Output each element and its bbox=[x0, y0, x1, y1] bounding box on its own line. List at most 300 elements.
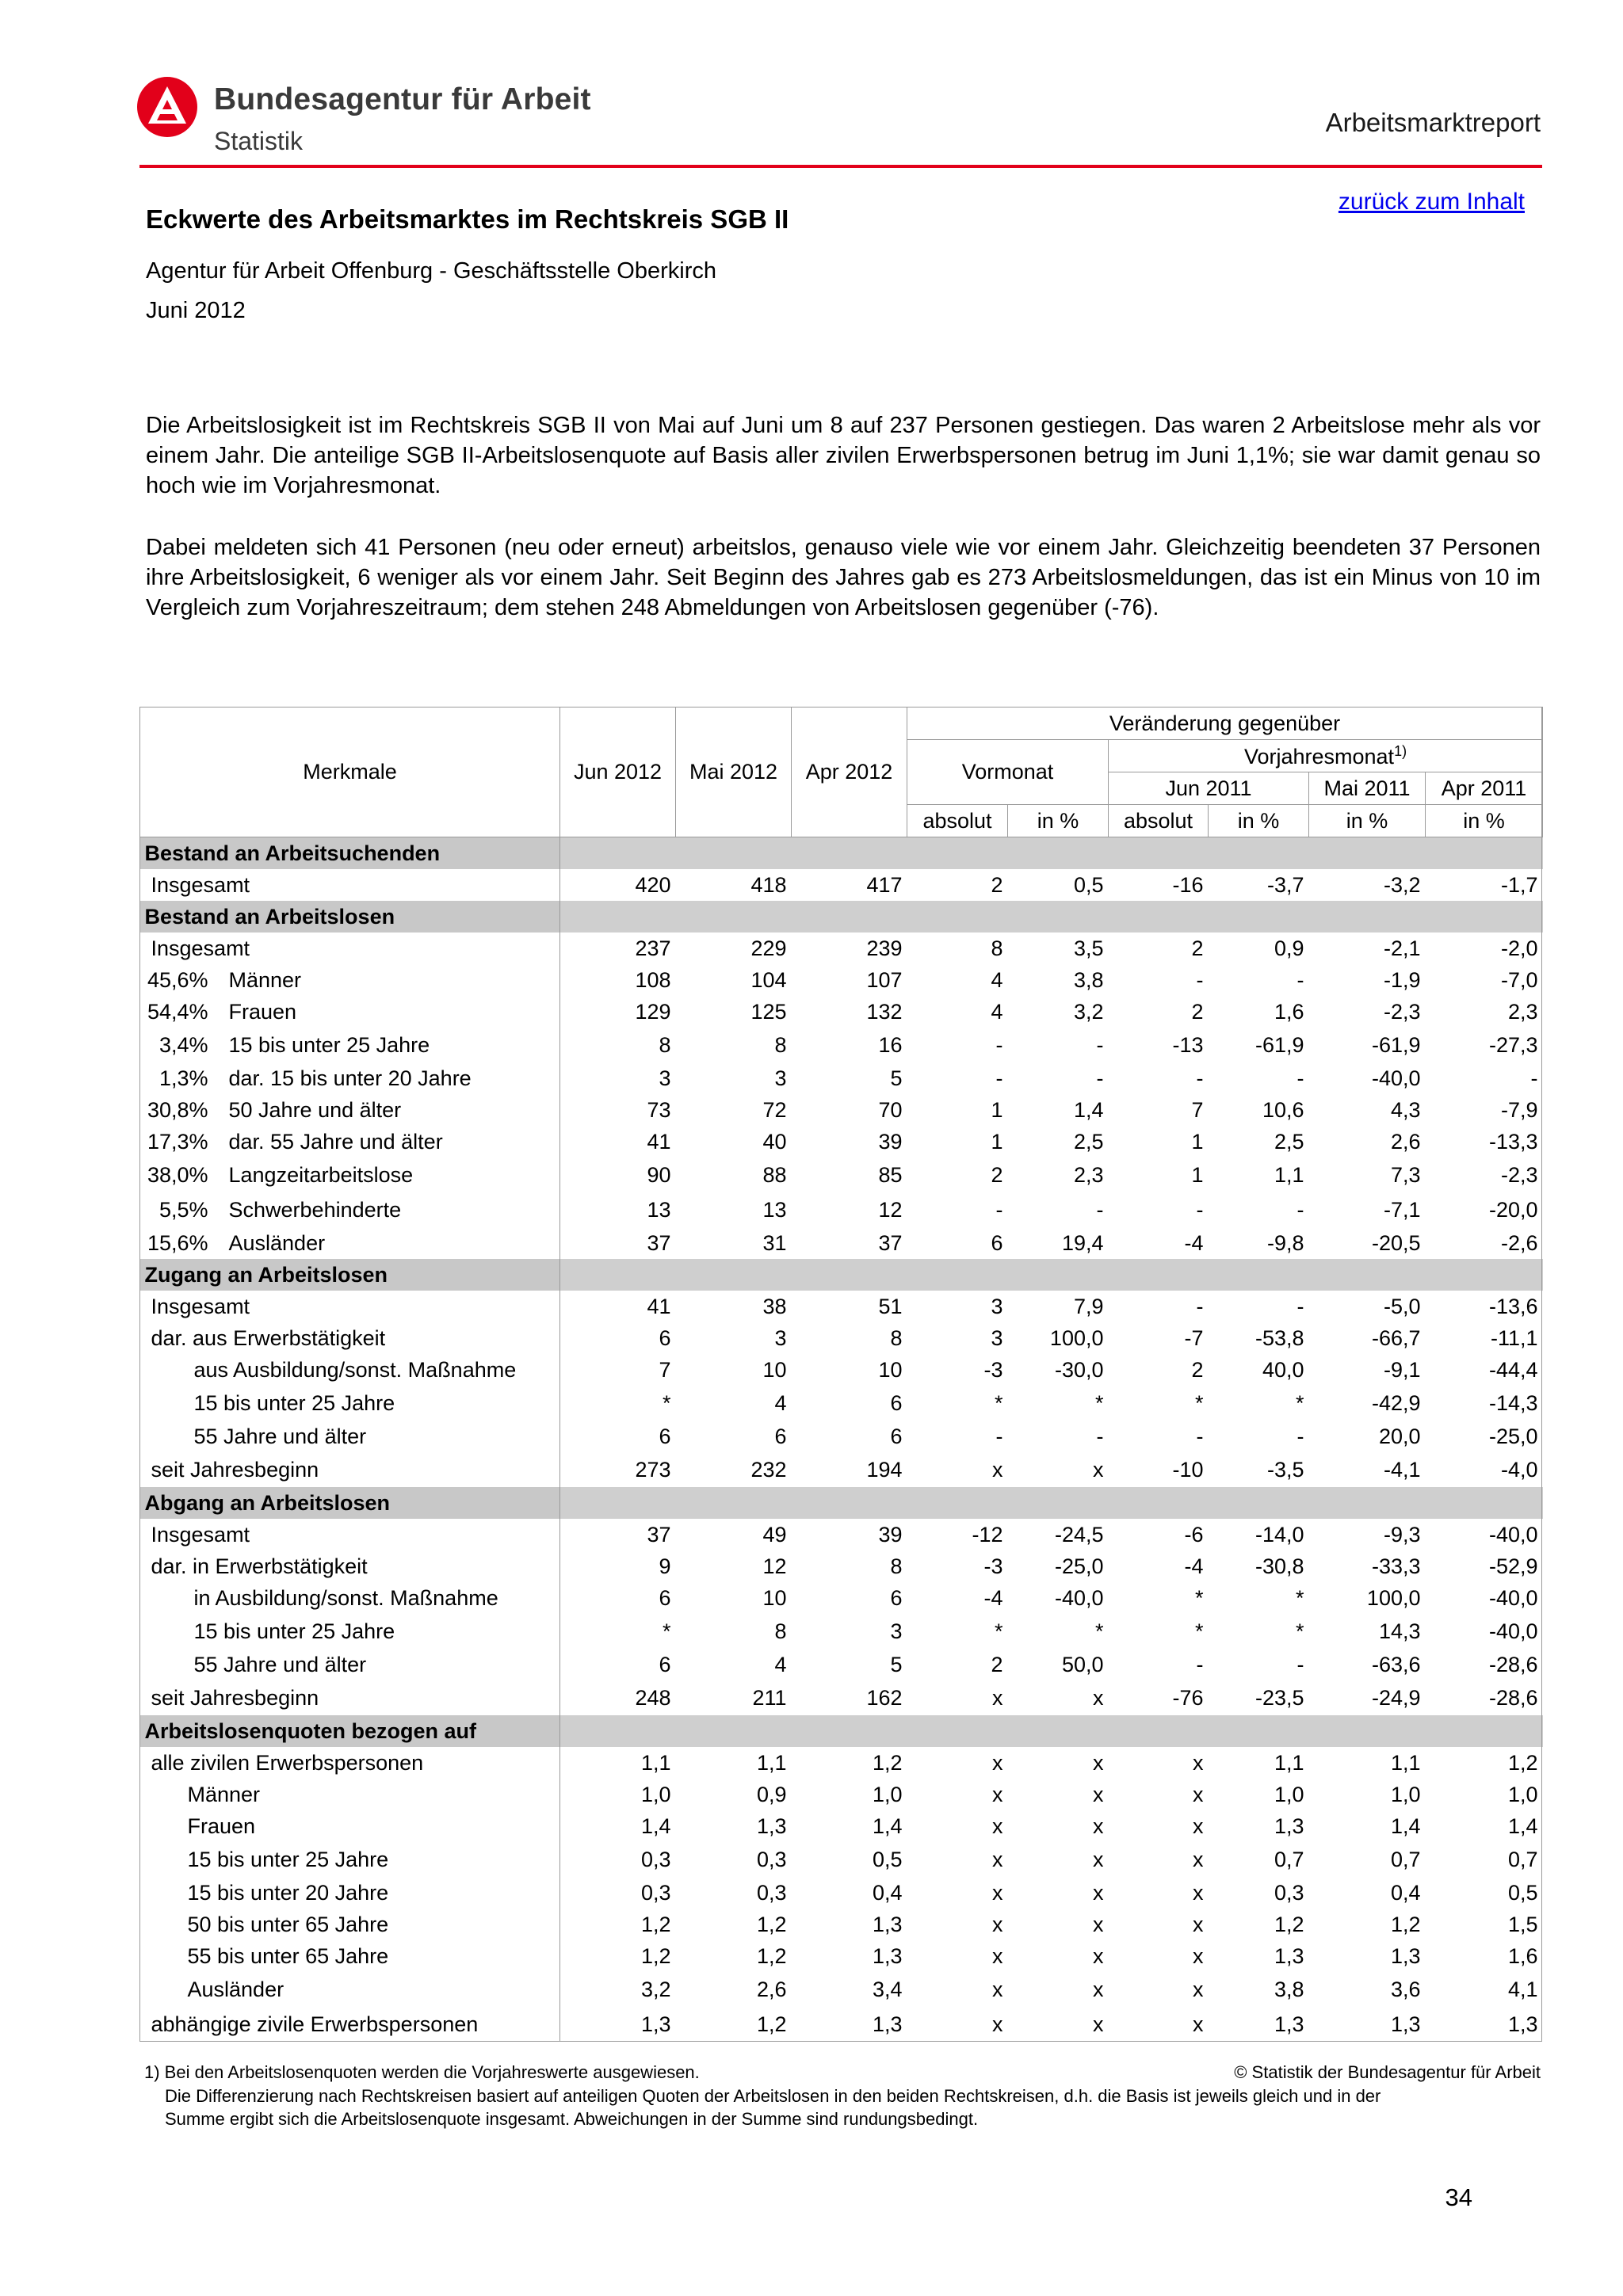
table-cell: 1,2 bbox=[872, 1750, 903, 1775]
table-cell: -33,3 bbox=[1371, 1554, 1421, 1578]
table-cell: - bbox=[1196, 1652, 1204, 1676]
table-cell: 100,0 bbox=[1049, 1325, 1104, 1350]
table-cell: 6 bbox=[659, 1325, 671, 1350]
table-cell: 3,5 bbox=[1073, 936, 1104, 960]
table-cell: 40,0 bbox=[1262, 1357, 1304, 1382]
row-label bbox=[140, 2007, 560, 2042]
table-cell: -6 bbox=[1184, 1522, 1204, 1547]
row-label-text: Schwerbehinderte bbox=[228, 1197, 402, 1222]
footnote-1: 1) Bei den Arbeitslosenquoten werden die Vorjahreswerte ausgewiesen. bbox=[144, 2062, 700, 2082]
table-cell: 1 bbox=[1191, 1162, 1204, 1187]
table-cell: -25,0 bbox=[1489, 1424, 1538, 1448]
table-cell: 1 bbox=[991, 1097, 1003, 1122]
table-cell: 1,1 bbox=[1390, 1750, 1421, 1775]
row-label-text: seit Jahresbeginn bbox=[151, 1457, 319, 1482]
table-cell: - bbox=[1296, 1424, 1304, 1448]
table-cell: 0,3 bbox=[1274, 1880, 1304, 1905]
table-cell: -28,6 bbox=[1489, 1652, 1538, 1676]
table-cell: -13 bbox=[1172, 1032, 1204, 1057]
table-cell: x bbox=[1093, 1814, 1104, 1838]
table-cell: 8 bbox=[890, 1325, 903, 1350]
table-cell: -14,0 bbox=[1254, 1522, 1304, 1547]
table-cell: 4 bbox=[991, 967, 1003, 992]
header-jun-2012: Jun 2012 bbox=[560, 707, 676, 837]
table-cell: * bbox=[1094, 1390, 1104, 1415]
table-cell: 4,3 bbox=[1390, 1097, 1421, 1122]
table-cell: -3,7 bbox=[1266, 872, 1304, 897]
table-cell: 3,8 bbox=[1274, 1977, 1304, 2001]
table-cell: 0,7 bbox=[1390, 1847, 1421, 1871]
table-cell: 6 bbox=[890, 1390, 903, 1415]
table-row bbox=[140, 1126, 1543, 1158]
table-row bbox=[140, 1810, 1543, 1842]
table-cell: 0,4 bbox=[1390, 1880, 1421, 1905]
row-label-text: Frauen bbox=[228, 999, 297, 1024]
table-cell: 1,3 bbox=[1274, 2012, 1304, 2036]
table-cell: 13 bbox=[762, 1197, 787, 1222]
section-header-row bbox=[140, 837, 1543, 870]
table-cell: 0,3 bbox=[756, 1847, 787, 1871]
header-absolut-vormonat: absolut bbox=[907, 805, 1008, 837]
table-cell: -4 bbox=[1184, 1554, 1204, 1578]
summary-paragraph-1: Die Arbeitslosigkeit ist im Rechtskreis SGB II von Mai auf Juni um 8 auf 237 Personen gestiegen. Das waren 2 Arbeitslose mehr als vor einem Jahr. Die anteilige SGB II-Arbeitslosenquote auf Basis aller zivilen Erwerbspersonen betrug im Juni 1,1%; sie war damit genau so hoch wie im Vorjahresmonat. bbox=[146, 413, 1541, 498]
table-cell: 1,2 bbox=[640, 1912, 671, 1936]
row-label-text: 15 bis unter 25 Jahre bbox=[193, 1390, 395, 1415]
row-label-text: Insgesamt bbox=[151, 872, 250, 897]
table-cell: x bbox=[1193, 1847, 1204, 1871]
table-cell: 1,0 bbox=[872, 1782, 903, 1806]
table-cell: x bbox=[992, 1457, 1003, 1482]
section-header-row bbox=[140, 1715, 1543, 1747]
table-cell: 1,3 bbox=[1390, 2012, 1421, 2036]
table-row bbox=[140, 1227, 1543, 1259]
table-row bbox=[140, 1649, 1543, 1680]
table-row bbox=[140, 1582, 1543, 1614]
row-label-text: dar. 15 bis unter 20 Jahre bbox=[228, 1066, 472, 1090]
row-label bbox=[140, 1747, 560, 1779]
table-cell: 1 bbox=[991, 1129, 1003, 1154]
share-percent: 30,8% bbox=[147, 1097, 208, 1122]
table-cell: -42,9 bbox=[1371, 1390, 1421, 1415]
table-cell: -20,5 bbox=[1371, 1230, 1421, 1255]
table-cell: * bbox=[662, 1619, 671, 1643]
table-cell: 1,0 bbox=[1390, 1782, 1421, 1806]
table-cell: 1,2 bbox=[640, 1943, 671, 1968]
table-cell: 0,3 bbox=[640, 1847, 671, 1871]
table-cell: 41 bbox=[647, 1129, 671, 1154]
table-cell: 248 bbox=[635, 1685, 671, 1710]
table-cell: 3,6 bbox=[1390, 1977, 1421, 2001]
section-label: Zugang an Arbeitslosen bbox=[140, 1259, 560, 1291]
table-cell: 0,3 bbox=[640, 1880, 671, 1905]
table-cell: - bbox=[1196, 1197, 1204, 1222]
row-label bbox=[140, 1972, 560, 2007]
row-label-text: dar. 55 Jahre und älter bbox=[228, 1129, 443, 1154]
row-label-text: alle zivilen Erwerbspersonen bbox=[151, 1750, 424, 1775]
table-cell: 0,5 bbox=[872, 1847, 903, 1871]
table-row bbox=[140, 1421, 1543, 1452]
section-fill bbox=[560, 1487, 1543, 1519]
table-cell: 2,5 bbox=[1274, 1129, 1304, 1154]
table-cell: x bbox=[1093, 1847, 1104, 1871]
table-cell: 0,7 bbox=[1508, 1847, 1538, 1871]
table-cell: - bbox=[1296, 1066, 1304, 1090]
table-cell: -40,0 bbox=[1489, 1619, 1538, 1643]
table-row bbox=[140, 869, 1543, 901]
table-cell: -2,3 bbox=[1383, 999, 1421, 1024]
row-label bbox=[140, 996, 560, 1028]
table-cell: 273 bbox=[635, 1457, 671, 1482]
table-cell: 85 bbox=[878, 1162, 903, 1187]
table-cell: -40,0 bbox=[1489, 1585, 1538, 1610]
header-vorjahresmonat: Vorjahresmonat$^{1)}$ bbox=[1109, 740, 1543, 772]
table-cell: 0,9 bbox=[756, 1782, 787, 1806]
table-cell: 19,4 bbox=[1061, 1230, 1104, 1255]
copyright-note: © Statistik der Bundesagentur für Arbeit bbox=[1234, 2062, 1541, 2082]
table-cell: 12 bbox=[762, 1554, 787, 1578]
table-cell: x bbox=[992, 1685, 1003, 1710]
table-cell: 1,3 bbox=[872, 2012, 903, 2036]
footnote-2-line-2: Summe ergibt sich die Arbeitslosenquote insgesamt. Abweichungen in der Summe sind rundungsbedingt. bbox=[165, 2109, 979, 2129]
table-cell: -24,9 bbox=[1371, 1685, 1421, 1710]
table-cell: 7,3 bbox=[1390, 1162, 1421, 1187]
table-cell: -3,5 bbox=[1266, 1457, 1304, 1482]
table-cell: 108 bbox=[635, 967, 671, 992]
table-cell: 6 bbox=[659, 1652, 671, 1676]
row-label bbox=[140, 1614, 560, 1649]
office-name: Agentur für Arbeit Offenburg - Geschäftsstelle Oberkirch bbox=[146, 258, 716, 284]
table-cell: 0,9 bbox=[1274, 936, 1304, 960]
table-cell: 1,2 bbox=[1390, 1912, 1421, 1936]
table-row bbox=[140, 1322, 1543, 1354]
table-cell: -40,0 bbox=[1054, 1585, 1104, 1610]
table-cell: 7 bbox=[659, 1357, 671, 1382]
table-cell: - bbox=[1296, 1652, 1304, 1676]
table-cell: * bbox=[1194, 1585, 1204, 1610]
table-cell: 1,3 bbox=[1508, 2012, 1538, 2036]
row-label bbox=[140, 1940, 560, 1972]
row-label bbox=[140, 933, 560, 964]
table-cell: x bbox=[992, 1750, 1003, 1775]
table-cell: - bbox=[1296, 967, 1304, 992]
section-label: Bestand an Arbeitsuchenden bbox=[140, 837, 560, 870]
row-label-text: 50 Jahre und älter bbox=[228, 1097, 402, 1122]
section-fill bbox=[560, 837, 1543, 870]
labour-market-table bbox=[139, 707, 1543, 2042]
row-label-text: 15 bis unter 25 Jahre bbox=[228, 1032, 430, 1057]
table-cell: x bbox=[1193, 1943, 1204, 1968]
page-number: 34 bbox=[1445, 2183, 1472, 2211]
table-cell: -2,3 bbox=[1501, 1162, 1538, 1187]
table-cell: - bbox=[1296, 1197, 1304, 1222]
table-cell: -7 bbox=[1184, 1325, 1204, 1350]
table-cell: x bbox=[1193, 1880, 1204, 1905]
table-cell: 6 bbox=[991, 1230, 1003, 1255]
table-cell: 4 bbox=[774, 1652, 787, 1676]
table-cell: -23,5 bbox=[1254, 1685, 1304, 1710]
table-cell: 10 bbox=[762, 1585, 787, 1610]
back-to-contents-link[interactable]: zurück zum Inhalt bbox=[1338, 189, 1525, 215]
header-absolut-jun-2011: absolut bbox=[1109, 805, 1209, 837]
table-cell: -4,0 bbox=[1501, 1457, 1538, 1482]
row-label bbox=[140, 1810, 560, 1842]
table-row bbox=[140, 1842, 1543, 1877]
table-cell: x bbox=[992, 1847, 1003, 1871]
section-label: Abgang an Arbeitslosen bbox=[140, 1487, 560, 1519]
table-cell: 1,0 bbox=[1508, 1782, 1538, 1806]
table-cell: 1,3 bbox=[1274, 1943, 1304, 1968]
row-label-text: Langzeitarbeitslose bbox=[228, 1162, 414, 1187]
table-header bbox=[140, 707, 1543, 837]
header-jun-2011: Jun 2011 bbox=[1109, 772, 1309, 805]
table-cell: 6 bbox=[890, 1585, 903, 1610]
table-cell: 6 bbox=[774, 1424, 787, 1448]
table-cell: 132 bbox=[866, 999, 903, 1024]
table-cell: -28,6 bbox=[1489, 1685, 1538, 1710]
row-label bbox=[140, 1519, 560, 1550]
table-cell: * bbox=[994, 1390, 1003, 1415]
table-cell: 3 bbox=[774, 1325, 787, 1350]
table-cell: -24,5 bbox=[1054, 1522, 1104, 1547]
table-cell: 1,3 bbox=[872, 1943, 903, 1968]
table-cell: 31 bbox=[762, 1230, 787, 1255]
table-cell: - bbox=[995, 1424, 1003, 1448]
table-cell: -66,7 bbox=[1371, 1325, 1421, 1350]
table-cell: 418 bbox=[750, 872, 787, 897]
table-cell: - bbox=[1296, 1294, 1304, 1318]
table-cell: 1,1 bbox=[1274, 1162, 1304, 1187]
table-cell: 1,3 bbox=[640, 2012, 671, 2036]
table-cell: 2,6 bbox=[1390, 1129, 1421, 1154]
share-percent: 5,5% bbox=[158, 1197, 208, 1222]
share-percent: 54,4% bbox=[147, 999, 208, 1024]
table-cell: 2,3 bbox=[1508, 999, 1538, 1024]
header-mai-2011: Mai 2011 bbox=[1309, 772, 1426, 805]
summary-paragraph-2: Dabei meldeten sich 41 Personen (neu oder erneut) arbeitslos, genauso viele wie vor einem Jahr. Gleichzeitig beendeten 37 Personen ihre Arbeitslosigkeit, 6 weniger als vor einem Jahr. Seit Beginn des Jahres gab es 273 Arbeitslosmeldungen, das ist ein Minus von 10 im Vergleich zum Vorjahreszeitraum; dem stehen 248 Abmeldungen von Arbeitslosen gegenüber (-76). bbox=[146, 535, 1541, 620]
table-cell: * bbox=[1094, 1619, 1104, 1643]
table-cell: 4 bbox=[774, 1390, 787, 1415]
header-vormonat: Vormonat bbox=[907, 740, 1109, 805]
row-label-text: seit Jahresbeginn bbox=[151, 1685, 319, 1710]
table-cell: 8 bbox=[890, 1554, 903, 1578]
header-mai-2012: Mai 2012 bbox=[676, 707, 792, 837]
table-row bbox=[140, 1877, 1543, 1909]
table-cell: - bbox=[1096, 1197, 1104, 1222]
table-cell: 5 bbox=[890, 1066, 903, 1090]
header-pct-mai-2011: in % bbox=[1309, 805, 1426, 837]
table-cell: -9,8 bbox=[1266, 1230, 1304, 1255]
table-cell: -27,3 bbox=[1489, 1032, 1538, 1057]
table-cell: 3 bbox=[659, 1066, 671, 1090]
table-row bbox=[140, 1519, 1543, 1550]
share-percent: 17,3% bbox=[147, 1129, 208, 1154]
table-cell: x bbox=[1193, 1782, 1204, 1806]
table-cell: 8 bbox=[659, 1032, 671, 1057]
table-cell: 1,0 bbox=[1274, 1782, 1304, 1806]
table-cell: * bbox=[1295, 1619, 1304, 1643]
table-cell: 3,4 bbox=[872, 1977, 903, 2001]
table-cell: 10 bbox=[878, 1357, 903, 1382]
table-cell: -52,9 bbox=[1489, 1554, 1538, 1578]
table-cell: 211 bbox=[752, 1685, 787, 1710]
row-label bbox=[140, 1354, 560, 1386]
table-cell: 2 bbox=[1191, 999, 1204, 1024]
table-cell: 1,4 bbox=[1073, 1097, 1104, 1122]
row-label-text: 15 bis unter 25 Jahre bbox=[193, 1619, 395, 1643]
table-row bbox=[140, 1680, 1543, 1715]
table-row bbox=[140, 1940, 1543, 1972]
row-label bbox=[140, 964, 560, 996]
table-cell: 10,6 bbox=[1262, 1097, 1304, 1122]
section-header-row bbox=[140, 1487, 1543, 1519]
table-cell: 3 bbox=[774, 1066, 787, 1090]
table-cell: 232 bbox=[750, 1457, 787, 1482]
table-cell: 417 bbox=[866, 872, 903, 897]
share-percent: 45,6% bbox=[147, 967, 208, 992]
table-row bbox=[140, 1909, 1543, 1940]
table-cell: -3 bbox=[983, 1357, 1003, 1382]
table-cell: 2 bbox=[991, 1652, 1003, 1676]
table-cell: 13 bbox=[647, 1197, 671, 1222]
table-cell: 239 bbox=[866, 936, 903, 960]
row-label-text: aus Ausbildung/sonst. Maßnahme bbox=[193, 1357, 517, 1382]
table-cell: * bbox=[1194, 1619, 1204, 1643]
table-cell: x bbox=[1193, 1912, 1204, 1936]
table-cell: 1,4 bbox=[640, 1814, 671, 1838]
table-cell: x bbox=[992, 2012, 1003, 2036]
table-cell: -1,9 bbox=[1383, 967, 1421, 992]
table-cell: - bbox=[1196, 1294, 1204, 1318]
row-label bbox=[140, 1550, 560, 1582]
header-veraenderung: Veränderung gegenüber bbox=[907, 707, 1543, 740]
table-cell: x bbox=[992, 1782, 1003, 1806]
table-cell: 1 bbox=[1191, 1129, 1204, 1154]
table-cell: 73 bbox=[647, 1097, 671, 1122]
table-cell: -4 bbox=[1184, 1230, 1204, 1255]
table-cell: -3,2 bbox=[1383, 872, 1421, 897]
header-merkmale: Merkmale bbox=[140, 707, 560, 837]
table-cell: 104 bbox=[750, 967, 787, 992]
row-label-text: Ausländer bbox=[228, 1230, 326, 1255]
table-cell: 0,5 bbox=[1073, 872, 1104, 897]
table-cell: 2,5 bbox=[1073, 1129, 1104, 1154]
section-label: Bestand an Arbeitslosen bbox=[140, 901, 560, 933]
table-cell: 3,2 bbox=[1073, 999, 1104, 1024]
table-cell: x bbox=[1193, 1750, 1204, 1775]
header-divider bbox=[139, 165, 1542, 168]
table-row bbox=[140, 1386, 1543, 1421]
table-cell: 1,6 bbox=[1508, 1943, 1538, 1968]
section-header-row bbox=[140, 1259, 1543, 1291]
table-cell: - bbox=[1196, 1424, 1204, 1448]
row-label-text: Insgesamt bbox=[151, 936, 250, 960]
row-label-text: 15 bis unter 25 Jahre bbox=[187, 1847, 389, 1871]
table-cell: x bbox=[992, 1814, 1003, 1838]
table-cell: -12 bbox=[972, 1522, 1003, 1547]
table-cell: x bbox=[992, 1977, 1003, 2001]
table-cell: 7 bbox=[1191, 1097, 1204, 1122]
table-cell: - bbox=[1096, 1032, 1104, 1057]
table-cell: 0,3 bbox=[756, 1880, 787, 1905]
row-label bbox=[140, 1322, 560, 1354]
table-cell: 162 bbox=[866, 1685, 903, 1710]
table-cell: 107 bbox=[866, 967, 903, 992]
table-cell: -4 bbox=[983, 1585, 1003, 1610]
table-cell: 4 bbox=[991, 999, 1003, 1024]
table-cell: 1,1 bbox=[1274, 1750, 1304, 1775]
row-label bbox=[140, 1126, 560, 1158]
table-cell: 237 bbox=[635, 936, 671, 960]
table-cell: x bbox=[1093, 1685, 1104, 1710]
table-cell: x bbox=[992, 1880, 1003, 1905]
table-cell: -76 bbox=[1172, 1685, 1204, 1710]
table-cell: 50,0 bbox=[1061, 1652, 1104, 1676]
table-cell: -7,1 bbox=[1383, 1197, 1421, 1222]
table-cell: x bbox=[992, 1943, 1003, 1968]
table-cell: 194 bbox=[866, 1457, 903, 1482]
table-cell: -40,0 bbox=[1371, 1066, 1421, 1090]
table-cell: 1,3 bbox=[756, 1814, 787, 1838]
table-cell: 41 bbox=[647, 1294, 671, 1318]
table-cell: 38 bbox=[762, 1294, 787, 1318]
table-cell: 3 bbox=[890, 1619, 903, 1643]
table-cell: - bbox=[995, 1197, 1003, 1222]
table-cell: 129 bbox=[635, 999, 671, 1024]
table-cell: 88 bbox=[762, 1162, 787, 1187]
share-percent: 38,0% bbox=[147, 1162, 208, 1187]
table-cell: * bbox=[994, 1619, 1003, 1643]
table-cell: 49 bbox=[762, 1522, 787, 1547]
row-label-text: Männer bbox=[187, 1782, 261, 1806]
table-cell: 3,2 bbox=[640, 1977, 671, 2001]
row-label bbox=[140, 1192, 560, 1227]
table-cell: 3,8 bbox=[1073, 967, 1104, 992]
row-label bbox=[140, 1158, 560, 1192]
row-label bbox=[140, 1877, 560, 1909]
table-cell: 2 bbox=[991, 1162, 1003, 1187]
table-cell: -3 bbox=[983, 1554, 1003, 1578]
table-cell: - bbox=[1196, 1066, 1204, 1090]
table-cell: 1,1 bbox=[756, 1750, 787, 1775]
table-cell: 6 bbox=[659, 1424, 671, 1448]
table-cell: -14,3 bbox=[1489, 1390, 1538, 1415]
section-header-row bbox=[140, 901, 1543, 933]
table-row bbox=[140, 1452, 1543, 1487]
table-cell: x bbox=[1093, 1977, 1104, 2001]
table-cell: 125 bbox=[750, 999, 787, 1024]
table-cell: 7,9 bbox=[1073, 1294, 1104, 1318]
table-cell: 70 bbox=[878, 1097, 903, 1122]
table-cell: -53,8 bbox=[1254, 1325, 1304, 1350]
table-cell: -4,1 bbox=[1383, 1457, 1421, 1482]
brand-subtitle: Statistik bbox=[214, 127, 304, 155]
table-cell: 2 bbox=[1191, 936, 1204, 960]
row-label-text: Insgesamt bbox=[151, 1294, 250, 1318]
table-cell: -25,0 bbox=[1054, 1554, 1104, 1578]
table-cell: 39 bbox=[878, 1522, 903, 1547]
row-label-text: in Ausbildung/sonst. Maßnahme bbox=[193, 1585, 498, 1610]
table-row bbox=[140, 1779, 1543, 1810]
table-cell: 16 bbox=[878, 1032, 903, 1057]
brand-name: Bundesagentur für Arbeit bbox=[214, 82, 591, 116]
table-cell: -2,1 bbox=[1383, 936, 1421, 960]
table-cell: 12 bbox=[878, 1197, 903, 1222]
row-label-text: dar. in Erwerbstätigkeit bbox=[151, 1554, 368, 1578]
table-cell: 39 bbox=[878, 1129, 903, 1154]
table-cell: 100,0 bbox=[1366, 1585, 1421, 1610]
table-cell: * bbox=[1295, 1585, 1304, 1610]
table-cell: -9,1 bbox=[1383, 1357, 1421, 1382]
